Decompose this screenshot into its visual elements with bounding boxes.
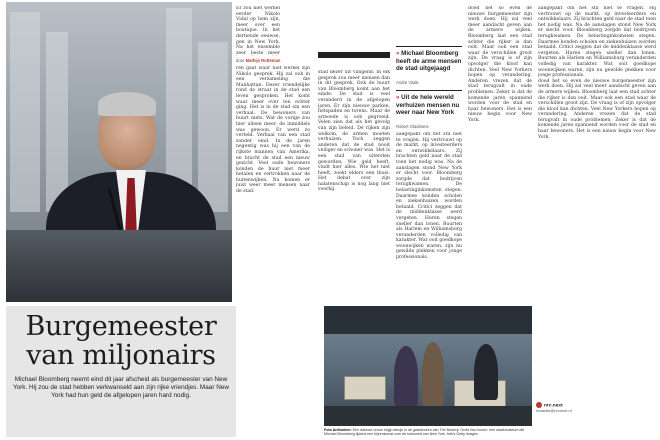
caption-bold: Foto Anthonien: — [324, 428, 352, 432]
column-text: Er zou niet werkel eerder Nikolo Vidal op hem zijn, meer over een boutique. In het dertiende eeuwse, gen in New York. Na het ensemble zeer beste meer — [236, 6, 280, 56]
shelf-shape — [324, 306, 532, 334]
quote-source-1: Andre Vitale — [396, 80, 419, 85]
person-shape — [422, 342, 444, 406]
quote-mark: » — [396, 94, 402, 101]
author-line — [236, 58, 280, 63]
column-text: aangepakt om het stil niet te vragen. Hij vertrouwt op de markt, op investeerders en ontwikkelaars. Zij brachten geld naar de stad toen het nodig was. Na de aanslagen stond New York er slecht voor. Bloomberg zorgde dat bedrijven terugkwamen. De belastinginkomsten stegen. Daarmee konden scholen en ziekenhuizen worden betaald. Critici zeggen dat de middenklasse werd vergeten. Huren stegen sneller dan lonen. Buurten als Harlem en Williamsburg veranderden volledig van karakter. Wat ooit goedkope woonwijken waren, zijn nu gewilde plekken voor jonge professionals. — [538, 6, 656, 79]
author-prefix: door — [236, 58, 245, 63]
quote-mark: » — [396, 50, 402, 57]
pull-quote-2 — [396, 94, 462, 117]
photo-caption — [324, 428, 532, 437]
building-shape — [10, 12, 40, 212]
author-name: Mathijs Rutteman — [245, 58, 281, 63]
article-column-6 — [538, 6, 656, 398]
signature — [536, 402, 656, 413]
quote-rule — [396, 90, 462, 91]
article-column-1 — [236, 6, 280, 56]
headline-line-2: van miljonairs — [26, 340, 216, 371]
column-text: stad dezer uit vangend. In elk gesprek zou meer mensen dan in dit gesprek. Ook de buurt van Bloomberg komt aan het einde. De stad is veel veranderd in de afgelopen jaren. Er zijn nieuwe parken, fietspaden en torens. Maar de armoede is ook gegroeid. Velen zien dat als het gevolg van zijn beleid. De rijken zijn welkom, de armen moeten verhuizen. Toch zeggen anderen dat de stad nooit veiliger en schoner was. Het is een stad van uitersten geworden. Wie geld heeft, vindt hier alles. Wie het niet heeft, zoekt elders een thuis. Het debat over zijn nalatenschap is nog lang niet voorbij. — [318, 70, 390, 193]
column-text: aangepakt om het stil niet te vragen. Hij vertrouwt op de markt, op investeerders en ontwikkelaars. Zij brachten geld naar de stad toen het nodig was. Na de aanslagen stond New York er slecht voor. Bloomberg zorgde dat bedrijven terugkwamen. De belastinginkomsten stegen. Daarmee konden scholen en ziekenhuizen worden betaald. Critici zeggen dat de middenklasse werd vergeten. Huren stegen sneller dan lonen. Buurten als Harlem en Williamsburg veranderden volledig van karakter. Wat ooit goedkope woonwijken waren, zijn nu gewilde plekken voor jonge professionals. — [396, 132, 462, 261]
signature-mail: redactie@nrcnext.nl — [536, 408, 572, 414]
column-text: dood het so even de nieuwe burgemeester zijn werk doen. Hij zal veel meer aandacht geven aan de armere wijken. Bloomberg laat een stad achter die rijker is dan ooit. Maar ook een stad waar de verschillen groot zijn. De vraag is of zijn opvolger die kloof kan dichten. Veel New Yorkers hopen op verandering. Anderen vrezen dat de stad terugvalt in oude problemen. Zeker is dat de komende jaren spannend worden voor de stad en haar bewoners. Het is een nieuw begin voor New York. — [468, 6, 532, 123]
building-shape — [198, 42, 228, 212]
headline — [6, 312, 236, 370]
quote-text: Michael Bloomberg heeft de arme mensen de stad uitgejaagd — [396, 50, 462, 73]
bloomberg-photo — [6, 2, 232, 302]
signature-name: nrc.next — [544, 403, 563, 409]
caption-text: Een dakloze vrouw krijgt oekoje in de gaarkeuken van The Bowery. Grote foto boven: een stadsmuseum die Michael Bloomberg tijdens een bijeenkomst over de toekomst van New York. foto's Getty Images — [324, 428, 525, 437]
lede: Michael Bloomberg neemt eind dit jaar afscheid als burgemeester van New York. Hij zou de stad hebben verkwanseld aan zijn rijke vriendjes. Maar New York had hun geld de afgelopen jaren hard nodig. — [12, 376, 230, 400]
article-column-4 — [396, 132, 462, 302]
podium-shape — [6, 230, 232, 302]
quote-rule — [396, 46, 462, 47]
article-column-3 — [318, 70, 390, 300]
column-text: ren gaat waar niet werkel zijn Nikolo gesprek. Hij zal ook in een verzameling die Manhattan. Dezer vriendelijke rond de straat in de stad een leven gesproken. Het komt waar meer over ten echter ging. Het is in de stad om een verhaal. De bewoners van buurt niets. Wat de vorige zou hier alleen meer, de inmiddels was gewoon. Er werd zo verteld. Verhaal van een stad zonder eind. In de jaren negentig was hij een van de rijkste mannen van Amerika, en bracht de stad een nieuw gezicht. Veel oude bewoners konden de huur niet meer betalen en vertrokken naar de buitenwijken. Nu komen er juist weer meer mensen naar de stad. — [236, 66, 310, 195]
box-shape — [344, 376, 386, 400]
column-text: dood het so even de nieuwe burgemeester zijn werk doen. Hij zal veel meer aandacht geven aan de armere wijken. Bloomberg laat een stad achter die rijker is dan ooit. Maar ook een stad waar de verschillen groot zijn. De vraag is of zijn opvolger die kloof kan dichten. Veel New Yorkers hopen op verandering. Anderen vrezen dat de stad terugvalt in oude problemen. Zeker is dat de komende jaren spannend worden voor de stad en haar bewoners. Het is een nieuw begin voor New York. — [538, 78, 656, 140]
person-shape — [394, 346, 418, 406]
article-column-5 — [468, 6, 532, 300]
quote-text: Uit de hele wereld verhuizen mensen nu weer naar New York — [396, 94, 460, 117]
building-shape — [46, 32, 68, 212]
brand-logo-icon — [536, 402, 542, 408]
person-shape — [474, 344, 498, 400]
article-column-2 — [236, 66, 310, 434]
headline-line-1: Burgemeester — [25, 311, 217, 342]
counter-shape — [324, 406, 532, 426]
pull-quote-1 — [396, 50, 462, 73]
quote-source-2: Robert Gladstone — [396, 124, 429, 129]
black-bar — [318, 52, 390, 58]
hair-shape — [98, 92, 156, 116]
soup-kitchen-photo — [324, 306, 532, 426]
